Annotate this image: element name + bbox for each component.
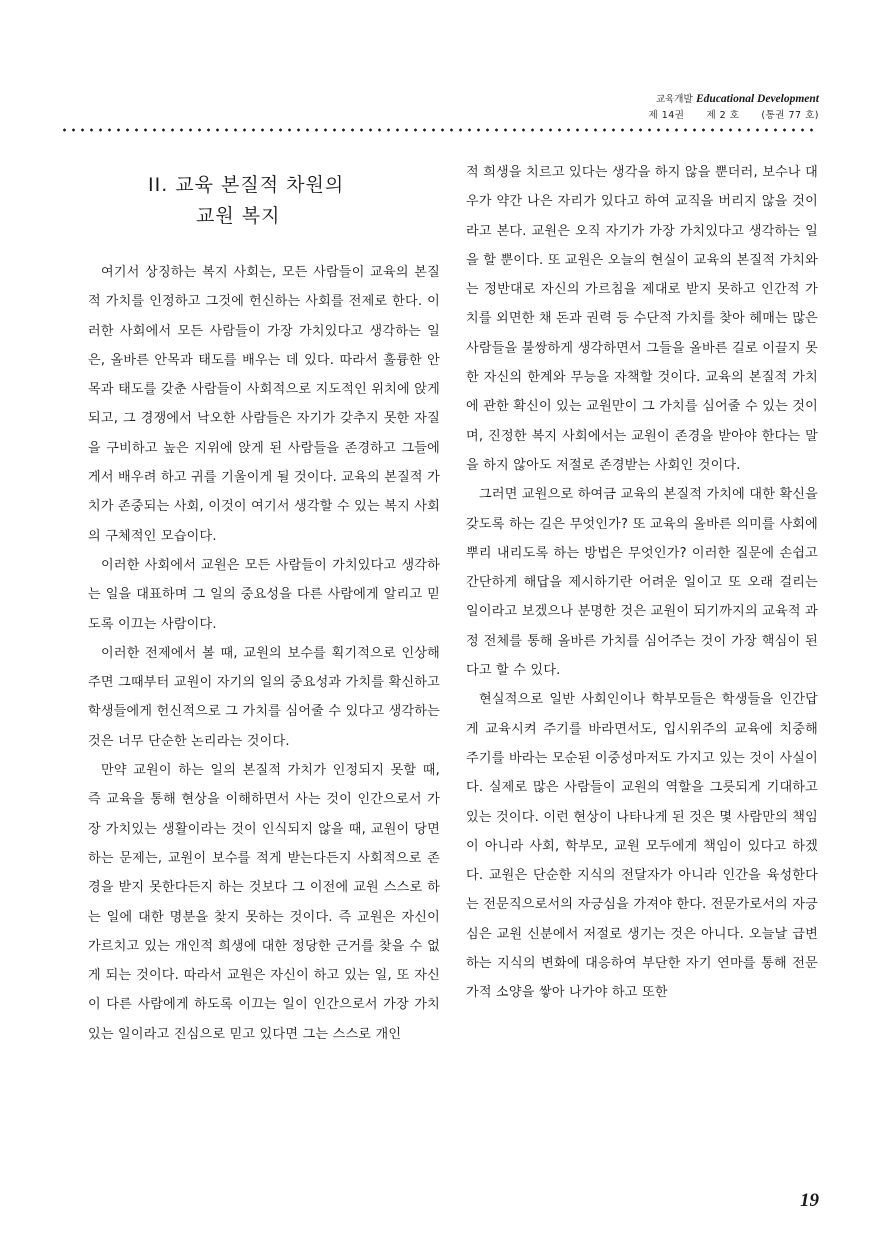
- running-header: [649, 91, 820, 124]
- cumulative-issue-label: (통권 77 호): [761, 110, 819, 121]
- journal-title-korean: 교육개발: [655, 94, 693, 105]
- issue-label: 제 2 호: [706, 110, 740, 121]
- volume-label: 제 14권: [648, 110, 685, 121]
- paragraph: 이러한 전제에서 볼 때, 교원의 보수를 획기적으로 인상해 주면 그때부터 교원이 자기의 일의 중요성과 가치를 확신하고 학생들에게 헌신적으로 그 가치를 심어줄 수 있다고 생각하는 것은 너무 단순한 논리라는 것이다.: [88, 645, 440, 749]
- paragraph: 만약 교원이 하는 일의 본질적 가치가 인정되지 못할 때, 즉 교육을 통해 현상을 이해하면서 사는 것이 인간으로서 가장 가치있는 생활이라는 것이 인식되지 않을 때, 교원이 당면하는 문제는, 교원이 보수를 적게 받는다든지 사회적으로 존경을 받지 못한다든지 하는 것보다 그 이전에 교원 스스로 하는 일에 대한 명분을 찾지 못하는 것이다. 즉 교원은 자신이 가르치고 있는 개인적 희생에 대한 정당한 근거를 찾을 수 없게 되는 것이다. 따라서 교원은 자신이 하고 있는 일, 또 자신이 다른 사람에게 하도록 이끄는 일이 인간으로서 가장 가치있는 일이라고 진심으로 믿고 있다면 그는 스스로 개인: [88, 763, 440, 1042]
- issue-info: [649, 108, 820, 124]
- paragraph: 현실적으로 일반 사회인이나 학부모들은 학생들을 인간답게 교육시켜 주기를 바라면서도, 입시위주의 교육에 치중해 주기를 바라는 모순된 이중성마저도 가지고 있는 것이 사실이다. 실제로 많은 사람들이 교원의 역할을 그릇되게 기대하고 있는 것이다. 이런 현상이 나타나게 된 것은 몇 사람만의 책임이 아니라 사회, 학부모, 교원 모두에게 책임이 있다고 하겠다. 교원은 단순한 지식의 전달자가 아니라 인간을 육성한다는 전문직으로서의 자긍심을 가져야 한다. 전문가로서의 자긍심은 교원 신분에서 저절로 생기는 것은 아니다. 오늘날 급변하는 지식의 변화에 대응하여 부단한 자기 연마를 통해 전문가적 소양을 쌓아 나가야 하고 또한: [466, 692, 818, 1001]
- right-column: [466, 158, 818, 1008]
- journal-title-english: Educational Development: [696, 93, 819, 105]
- section-heading: [88, 170, 440, 232]
- paragraph: 적 희생을 치르고 있다는 생각을 하지 않을 뿐더러, 보수나 대우가 약간 나은 자리가 있다고 하여 교직을 버리지 않을 것이라고 본다. 교원은 오직 자기가 가장 가치있다고 생각하는 일을 할 뿐이다. 또 교원은 오늘의 현실이 교육의 본질적 가치와는 정반대로 자신의 가르침을 제대로 받지 못하고 인간적 가치를 외면한 채 돈과 권력 등 수단적 가치를 찾아 헤매는 많은 사람들을 불쌍하게 생각하면서 그들을 올바른 길로 이끌지 못한 자신의 한계와 무능을 자책할 것이다. 교육의 본질적 가치에 관한 확신이 있는 교원만이 그 가치를 심어줄 수 있는 것이며, 진정한 복지 사회에서는 교원이 존경을 받아야 한다는 말을 하지 않아도 저절로 존경받는 사회인 것이다.: [466, 165, 818, 473]
- paragraph: 이러한 사회에서 교원은 모든 사람들이 가치있다고 생각하는 일을 대표하며 그 일의 중요성을 다른 사람에게 알리고 믿도록 이끄는 사람이다.: [88, 557, 440, 632]
- paragraph: 여기서 상징하는 복지 사회는, 모든 사람들이 교육의 본질적 가치를 인정하고 그것에 헌신하는 사회를 전제로 한다. 이러한 사회에서 모든 사람들이 가장 가치있다고 생각하는 일은, 올바른 안목과 태도를 배우는 데 있다. 따라서 훌륭한 안목과 태도를 갖춘 사람들이 사회적으로 지도적인 위치에 앉게 되고, 그 경쟁에서 낙오한 사람들은 자기가 갖추지 못한 자질을 구비하고 높은 지위에 앉게 된 사람들을 존경하고 그들에게서 배우려 하고 귀를 기울이게 될 것이다. 교육의 본질적 가치가 존중되는 사회, 이것이 여기서 생각할 수 있는 복지 사회의 구체적인 모습이다.: [88, 265, 440, 544]
- section-heading-line2: 교원 복지: [196, 205, 281, 227]
- section-heading-line1: II. 교육 본질적 차원의: [148, 174, 345, 196]
- page-number: 19: [800, 1190, 819, 1211]
- dotted-divider: [60, 127, 819, 133]
- paragraph: 그러면 교원으로 하여금 교육의 본질적 가치에 대한 확신을 갖도록 하는 길은 무엇인가? 또 교육의 올바른 의미를 사회에 뿌리 내리도록 하는 방법은 무엇인가? 이러한 질문에 손쉽고 간단하게 해답을 제시하기란 어려운 일이고 또 오래 걸리는 일이라고 보겠으나 분명한 것은 교원이 되기까지의 교육적 과정 전체를 통해 올바른 가치를 심어주는 것이 가장 핵심이 된다고 할 수 있다.: [466, 487, 818, 679]
- left-column: [88, 158, 440, 1049]
